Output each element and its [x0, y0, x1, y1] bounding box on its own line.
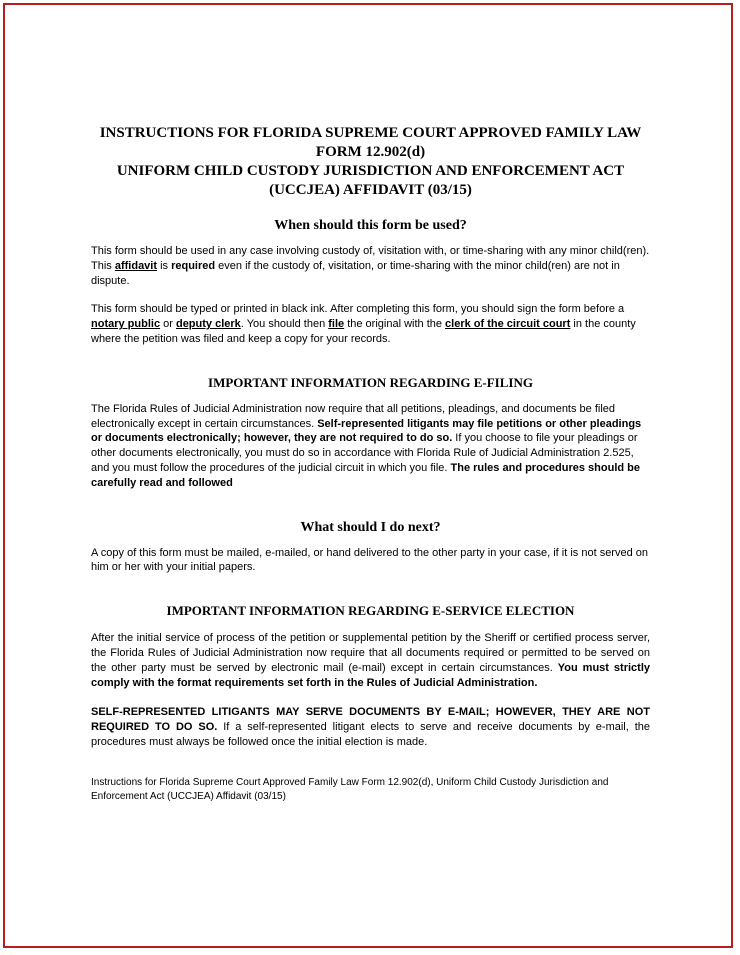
title-line-2: FORM 12.902(d)	[315, 144, 426, 160]
title-line-4: (UCCJEA) AFFIDAVIT (03/15)	[269, 182, 472, 198]
document-title	[91, 124, 650, 200]
heading-when-used: When should this form be used?	[274, 218, 467, 233]
paragraph-when-used-1	[91, 244, 650, 288]
paragraph-when-used-2	[91, 302, 650, 346]
title-line-3: UNIFORM CHILD CUSTODY JURISDICTION AND ENFORCEMENT ACT	[116, 163, 625, 179]
paragraph-e-filing	[91, 402, 650, 491]
text-run: the original with the	[344, 318, 446, 331]
bold-run: SELF-REPRESENTED LITIGANTS MAY SERVE DOCUMENTS BY E-MAIL; HOWEVER, THEY ARE NOT REQUIRED TO DO SO.	[91, 706, 650, 734]
heading-e-filing: IMPORTANT INFORMATION REGARDING E-FILING	[208, 374, 533, 390]
bold-run: Self-represented litigants may file petitions or other pleadings or documents electronically; however, they are not required to do so.	[91, 417, 642, 445]
text-run: in the county where the petition was filed and keep a copy for your records.	[91, 318, 636, 345]
title-line-1: INSTRUCTIONS FOR FLORIDA SUPREME COURT APPROVED FAMILY LAW	[99, 125, 642, 141]
term-deputy-clerk: deputy clerk	[175, 318, 241, 331]
page-footer: Instructions for Florida Supreme Court Approved Family Law Form 12.902(d), Uniform Child Custody Jurisdiction and Enforcement Act (UCCJEA) Affidavit (03/15)	[91, 776, 609, 802]
text-run: This form should be typed or printed in black ink. After completing this form, you should sign the form before a	[91, 303, 625, 316]
text-run: or	[160, 318, 176, 331]
term-required: required	[171, 259, 216, 272]
term-clerk-of-circuit-court: clerk of the circuit court	[445, 318, 571, 331]
text-run: After the initial service of process of the petition or supplemental petition by the Sheriff or certified process server, the Florida Rules of Judicial Administration now require that all documents required or permitted to be served on the other party must be served by electronic mail (e-mail) except in certain circumstances.	[91, 632, 650, 674]
term-affidavit: affidavit	[114, 259, 158, 272]
text-run: . You should then	[240, 318, 329, 331]
text-run: is	[157, 259, 172, 272]
term-notary-public: notary public	[91, 318, 161, 331]
paragraph-what-next: A copy of this form must be mailed, e-mailed, or hand delivered to the other party in your case, if it is not served on him or her with your initial papers.	[91, 546, 648, 574]
text-run: If a self-represented litigant elects to serve and receive documents by e-mail, the procedures must always be followed once the initial election is made.	[91, 721, 650, 748]
heading-what-next: What should I do next?	[300, 519, 441, 535]
text-run: even if the custody of, visitation, or time-sharing with the minor child(ren) are not in dispute.	[91, 259, 620, 287]
text-run: The Florida Rules of Judicial Administration now require that all petitions, pleadings, and documents be filed electronically except in certain circumstances.	[91, 402, 616, 430]
document-page	[91, 124, 650, 804]
term-file: file	[328, 318, 345, 331]
paragraph-e-service-2	[91, 705, 650, 749]
text-run: This form should be used in any case involving custody of, visitation with, or time-sharing with any minor child(ren). This	[91, 245, 650, 272]
paragraph-e-service-1	[91, 631, 650, 690]
bold-run: The rules and procedures should be carefully read and followed	[91, 461, 640, 489]
bold-run: You must strictly comply with the format requirements set forth in the Rules of Judicial Administration.	[91, 661, 650, 689]
heading-e-service: IMPORTANT INFORMATION REGARDING E-SERVICE ELECTION	[166, 603, 575, 619]
text-run: If you choose to file your pleadings or other documents electronically, you must do so in accordance with Florida Rule of Judicial Administration 2.525, and you must follow the procedures of the judicial circuit in which you file.	[91, 432, 638, 474]
